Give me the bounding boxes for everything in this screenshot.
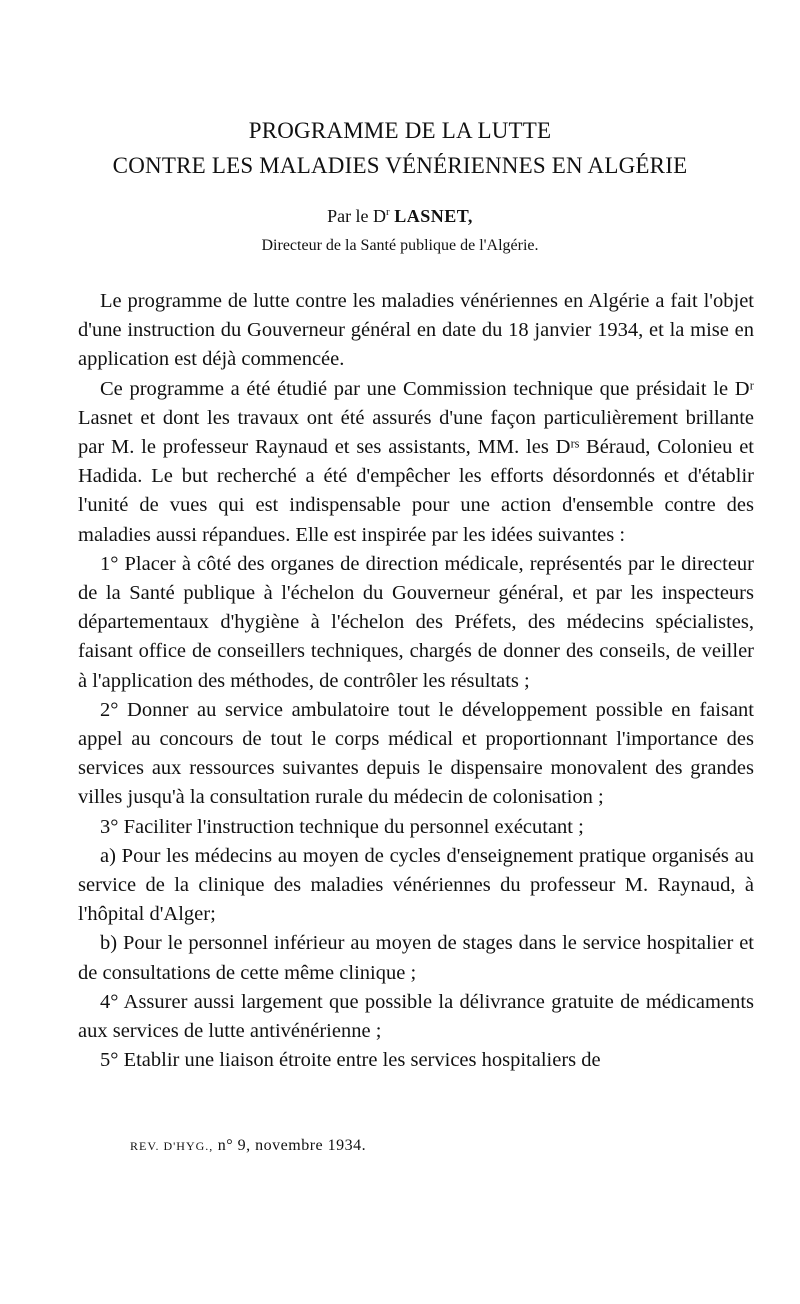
page-footer	[130, 1137, 366, 1155]
paragraph-point-5: 5° Etablir une liaison étroite entre les services hospitaliers de	[100, 1049, 601, 1072]
author-prefix: Par le D	[327, 206, 387, 226]
author-name: LASNET,	[394, 206, 473, 226]
footer-issue: n° 9, novembre 1934.	[217, 1137, 367, 1154]
paragraph-point-2: 2° Donner au service ambulatoire tout le développement possible en faisant appel au concours de tout le corps médical et proportionnant l'importance des services aux ressources suivantes depuis le dispensaire monovalent des grandes villes jusqu'à la consultation rurale du médecin de colonisation ;	[78, 698, 754, 809]
footer-journal: REV. D'HYG.,	[130, 1139, 214, 1153]
article-title-line-2: CONTRE LES MALADIES VÉNÉRIENNES EN ALGÉRIE	[112, 153, 688, 178]
paragraph-point-3b: b) Pour le personnel inférieur au moyen de stages dans le service hospitalier et de consultations de cette même clinique ;	[78, 932, 754, 984]
paragraph-intro: Le programme de lutte contre les maladies vénériennes en Algérie a fait l'objet d'une instruction du Gouverneur général en date du 18 janvier 1934, et la mise en application est déjà commencée.	[78, 290, 754, 371]
author-affiliation: Directeur de la Santé publique de l'Algérie.	[261, 237, 539, 254]
paragraph-point-4: 4° Assurer aussi largement que possible la délivrance gratuite de médicaments aux services de lutte antivénérienne ;	[78, 990, 754, 1043]
paragraph-commission: Ce programme a été étudié par une Commission technique que présidait le Dʳ Lasnet et dont les travaux ont été assurés d'une façon particulièrement brillante par M. le professeur Raynaud et ses assistants, MM. les Dʳˢ Béraud, Colonieu et Hadida. Le but recherché a été d'empêcher les efforts désordonnés et d'établir l'unité de vues qui est indispensable pour une action d'ensemble contre des maladies aussi répandues. Elle est inspirée par les idées suivantes :	[78, 377, 754, 546]
article-body	[78, 287, 754, 1075]
paragraph-point-3a: a) Pour les médecins au moyen de cycles d'enseignement pratique organisés au service de la clinique des maladies vénériennes du professeur M. Raynaud, à l'hôpital d'Alger;	[78, 844, 754, 926]
author-byline	[0, 206, 800, 227]
author-title-superscript: r	[386, 206, 390, 218]
paragraph-point-3: 3° Faciliter l'instruction technique du personnel exécutant ;	[100, 815, 584, 838]
paragraph-point-1: 1° Placer à côté des organes de direction médicale, représentés par le directeur de la Santé publique à l'échelon du Gouverneur général, et par les inspecteurs départementaux d'hygiène à l'échelon des Préfets, des médecins spécialistes, faisant office de conseillers techniques, chargés de donner des conseils, de veiller à l'application des méthodes, de contrôler les résultats ;	[78, 552, 754, 692]
article-title-line-1: PROGRAMME DE LA LUTTE	[248, 118, 552, 143]
